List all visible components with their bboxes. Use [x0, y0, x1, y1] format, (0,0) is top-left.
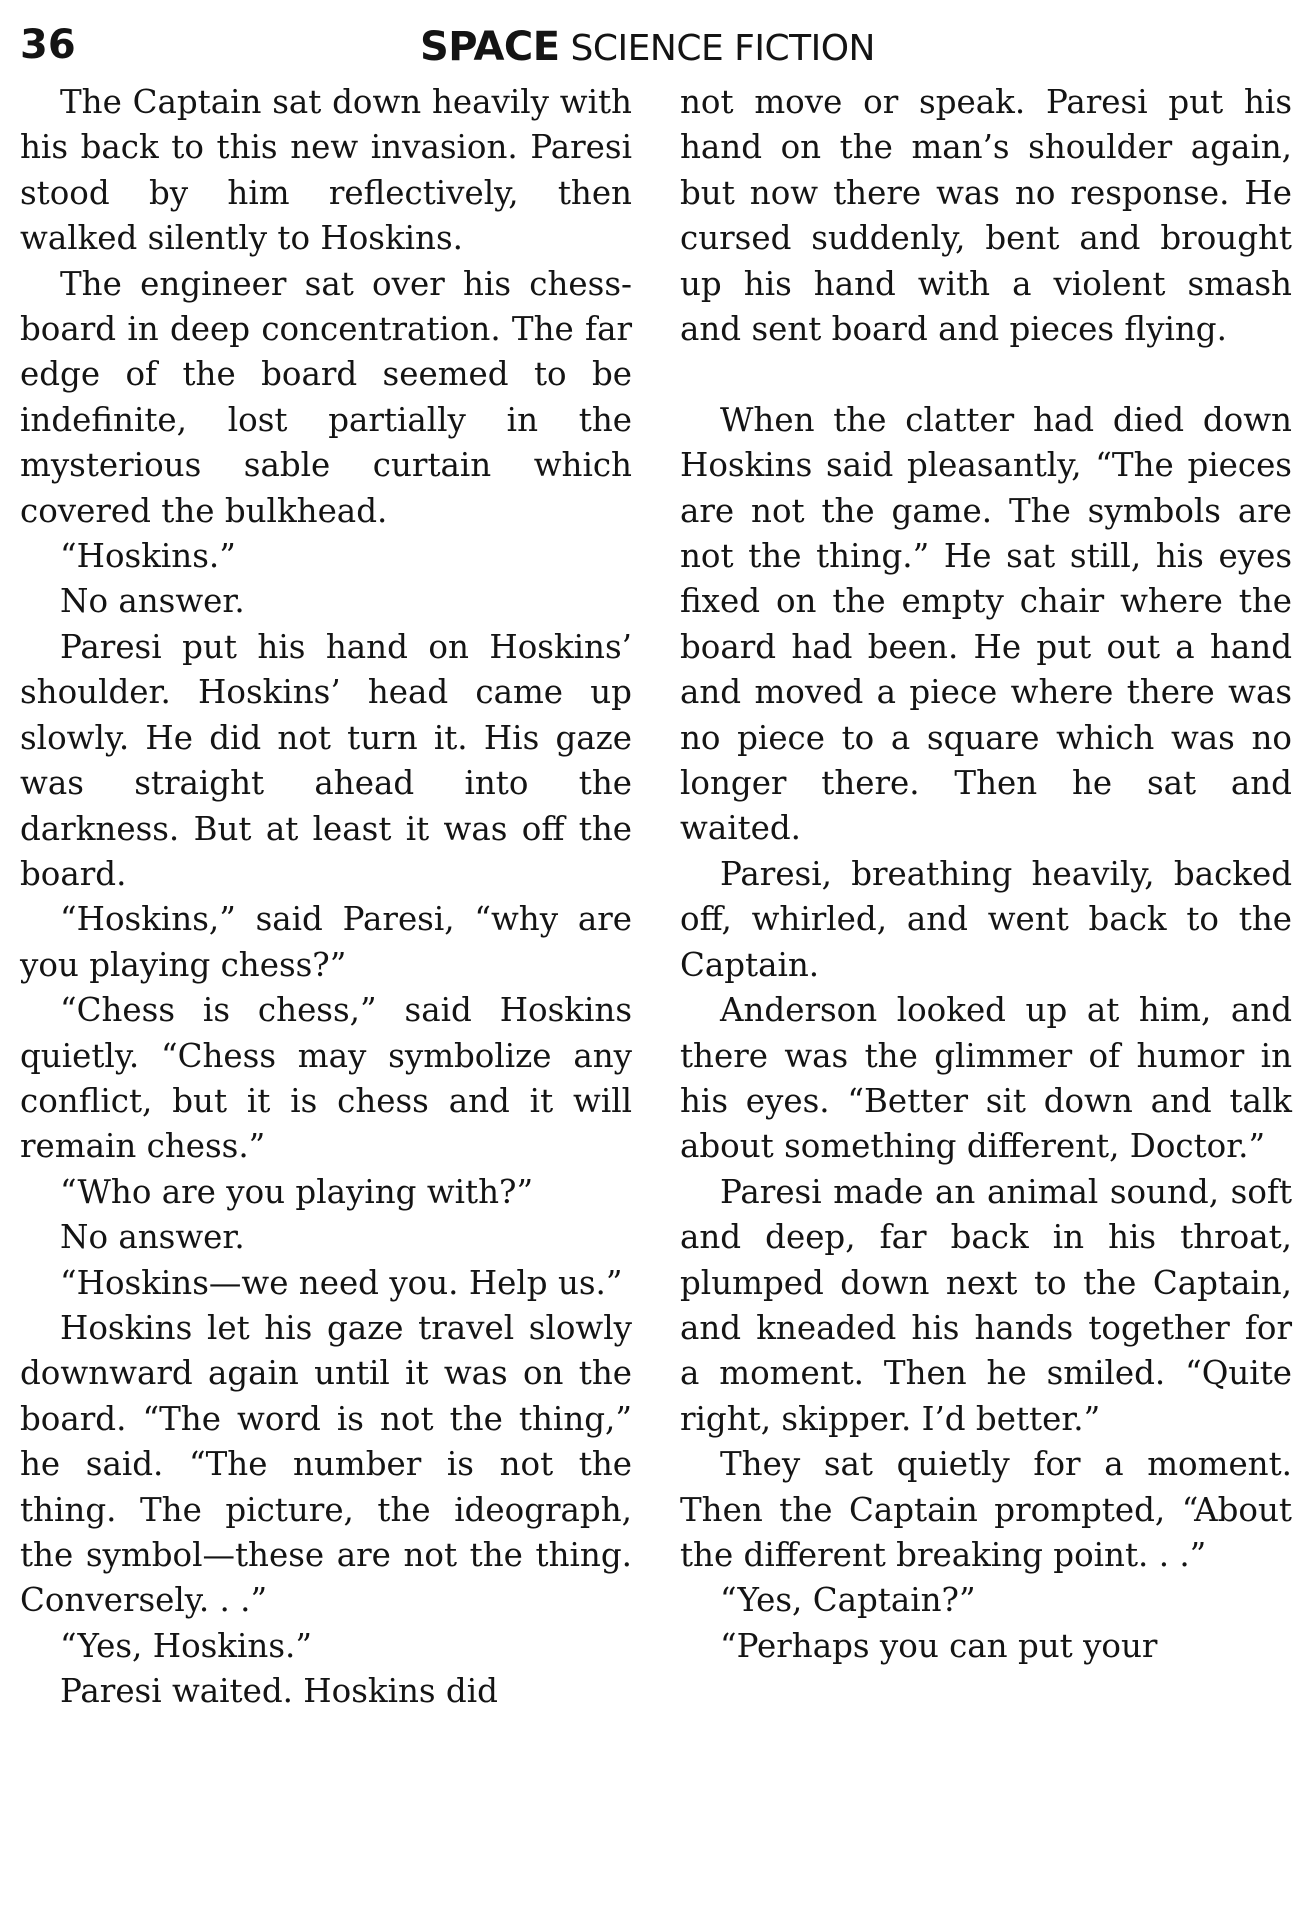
running-title-rest: SCIENCE FICTION	[570, 28, 875, 69]
paragraph: “Chess is chess,” said Hoskins quietly. “Chess may symbolize any conflict, but it is chess and it will remain chess.”	[20, 991, 632, 1166]
paragraph: “Perhaps you can put your	[720, 1626, 1158, 1665]
paragraph: They sat quietly for a moment. Then the Captain prompted, “About the different breaking point. . .”	[680, 1445, 1292, 1574]
running-title-bold: SPACE	[420, 24, 560, 70]
paragraph: The engineer sat over his chess-board in deep concentration. The far edge of the board seemed to be indefinite, lost partially in the mysterious sable curtain which covered the bulkhead.	[20, 264, 632, 530]
paragraph: Paresi, breathing heavily, backed off, whirled, and went back to the Captain.	[680, 854, 1292, 984]
paragraph: When the clatter had died down Hoskins said pleasantly, “The pieces are not the game. The symbols are not the thing.” He sat still, his eyes fixed on the empty chair where the board had been. He put out a hand and moved a piece where there was no piece to a square which was no longer there. Then he sat and waited.	[680, 400, 1292, 848]
running-title	[420, 24, 875, 70]
paragraph: Anderson looked up at him, and there was the glimmer of humor in his eyes. “Better sit down and talk about something different, Doctor.”	[680, 991, 1292, 1166]
page-number: 36	[20, 22, 76, 68]
right-column	[680, 80, 1292, 1669]
paragraph: Paresi made an animal sound, soft and deep, far back in his throat, plumped down next to the Captain, and kneaded his hands together for a moment. Then he smiled. “Quite right, skipper. I’d better.”	[680, 1172, 1292, 1438]
section-break	[680, 352, 1292, 397]
paragraph: “Hoskins—we need you. Help us.”	[60, 1263, 623, 1302]
paragraph: No answer.	[60, 1218, 245, 1257]
paragraph: “Who are you playing with?”	[60, 1172, 534, 1211]
paragraph: “Yes, Captain?”	[720, 1581, 976, 1620]
paragraph: Hoskins let his gaze travel slowly downward again until it was on the board. “The word is not the thing,” he said. “The number is not the thing. The picture, the ideograph, the symbol—these are not the thing. Conversely. . .”	[20, 1308, 632, 1620]
page-header	[20, 14, 1290, 76]
paragraph: “Hoskins,” said Paresi, “why are you playing chess?”	[20, 900, 632, 984]
paragraph: Paresi put his hand on Hoskins’ shoulder. Hoskins’ head came up slowly. He did not turn it. His gaze was straight ahead into the darkness. But at least it was off the board.	[20, 627, 632, 893]
paragraph: “Hoskins.”	[60, 537, 236, 576]
paragraph: The Captain sat down heavily with his back to this new invasion. Paresi stood by him reflectively, then walked silently to Hoskins.	[20, 83, 632, 258]
paragraph: “Yes, Hoskins.”	[60, 1626, 312, 1665]
paragraph: No answer.	[60, 582, 245, 621]
left-column	[20, 80, 632, 1715]
paragraph: Paresi waited. Hoskins did	[60, 1672, 498, 1711]
paragraph-continued: not move or speak. Paresi put his hand on the man’s shoulder again, but now there was no response. He cursed suddenly, bent and brought up his hand with a violent smash and sent board and pieces flying.	[680, 83, 1292, 349]
